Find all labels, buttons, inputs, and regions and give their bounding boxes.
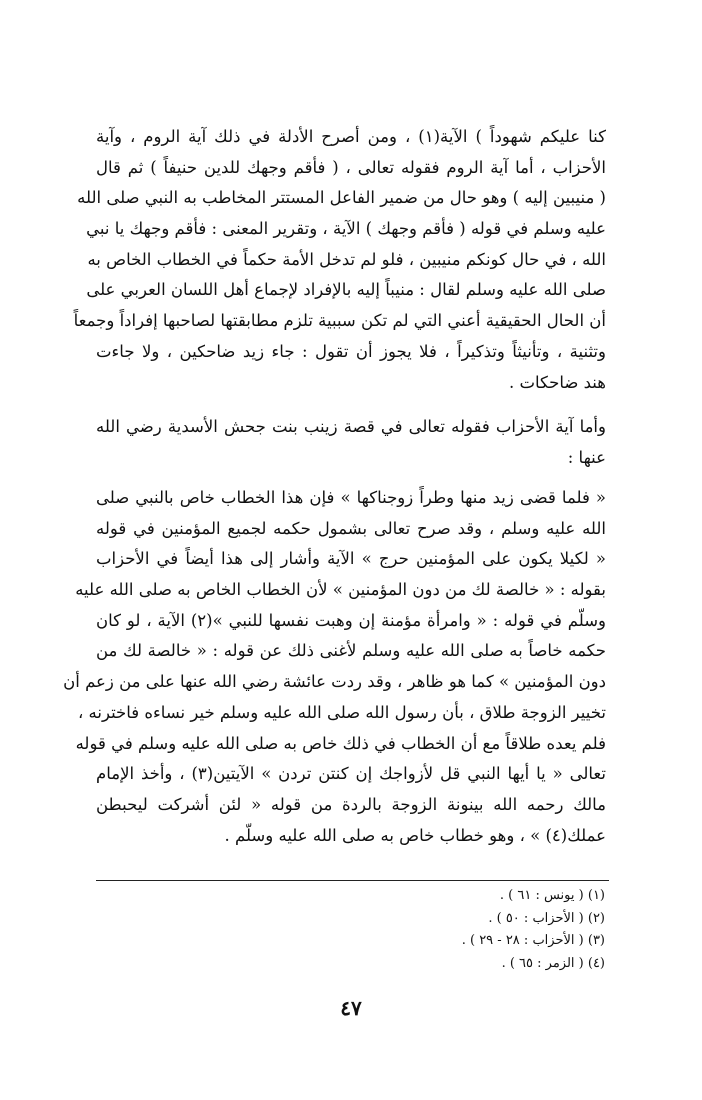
page-number: ٤٧ [340,996,362,1020]
text-line: تخيير الزوجة طلاق ، بأن رسول الله صلى الله عليه وسلم خير نساءه فاخترنه ، [77,702,606,722]
text-line: « فلما قضى زيد منها وطراً زوجناكها » فإن هذا الخطاب خاص بالنبي صلى [96,488,606,507]
paragraph-3 [63,483,606,851]
text-line: وأما آية الأحزاب فقوله تعالى في قصة زينب بنت جحش الأسدية رضي الله [96,417,606,436]
paragraph-1 [73,122,606,398]
text-line: أن الحال الحقيقية أعني التي لم تكن سببية تلزم مطابقتها لصاحبها إفراداً وجمعاً [73,311,606,331]
text-line: هند ضاحكات . [509,372,606,392]
text-line: عليه وسلم في قوله ( فأقم وجهك ) الآية ، وتقرير المعنى : فأقم وجهك يا نبي [86,219,606,239]
text-line: ( منيبين إليه ) وهو حال من ضمير الفاعل المستتر المخاطب به النبي صلى الله [77,188,606,208]
text-line: كنا عليكم شهوداً ) الآية(١) ، ومن أصرح الأدلة في ذلك آية الروم ، وآية [96,127,606,146]
footnote: (٢) ( الأحزاب : ٥٠ ) . [488,910,605,926]
text-line: عملك(٤) » ، وهو خطاب خاص به صلى الله عليه وسلّم . [224,825,606,845]
footnote: (١) ( يونس : ٦١ ) . [499,888,605,903]
text-line: الله عليه وسلم ، وقد صرح تعالى بشمول حكمه لجميع المؤمنين في قوله [96,518,606,538]
text-line: وتثنية ، وتأنيثاً وتذكيراً ، فلا يجوز أن تقول : جاء زيد ضاحكين ، ولا جاءت [96,341,606,361]
text-line: الله ، في حال كونكم منيبين ، فلو لم تدخل الأمة حكماً في الخطاب الخاص به [87,249,606,269]
text-line: دون المؤمنين » كما هو ظاهر ، وقد ردت عائشة رضي الله عنها على من زعم أن [63,672,606,692]
footnotes [305,885,605,975]
text-line: مالك رحمه الله بينونة الزوجة بالردة من قوله « لئن أشركت ليحبطن [96,794,606,814]
text-line: صلى الله عليه وسلم لقال : منيباً إليه بالإفراد لإجماع أهل اللسان العربي على [86,280,606,300]
text-line: حكمه خاصاً به صلى الله عليه وسلم لأغنى ذلك عن قوله : « خالصة لك من [96,641,606,661]
paragraph-2 [96,412,606,473]
footnote-divider [96,880,609,881]
footnote: (٣) ( الأحزاب : ٢٨ - ٢٩ ) . [461,933,605,948]
text-line: فلم يعده طلاقاً مع أن الخطاب في ذلك خاص به صلى الله عليه وسلم في قوله [75,733,606,753]
footnote: (٤) ( الزمر : ٦٥ ) . [501,955,605,971]
text-line: وسلّم في قوله : « وامرأة مؤمنة إن وهبت نفسها للنبي »(٢) الآية ، لو كان [96,610,606,630]
text-line: تعالى « يا أيها النبي قل لأزواجك إن كنتن تردن » الآيتين(٣) ، وأخذ الإمام [96,764,606,784]
text-line: عنها : [567,447,606,467]
text-line: بقوله : « خالصة لك من دون المؤمنين » لأن الخطاب الخاص به صلى الله عليه [75,580,606,600]
text-line: الأحزاب ، أما آية الروم فقوله تعالى ، ( فأقم وجهك للدين حنيفاً ) ثم قال [96,157,606,177]
text-line: « لكيلا يكون على المؤمنين حرج » الآية وأشار إلى هذا أيضاً في الأحزاب [96,549,606,569]
